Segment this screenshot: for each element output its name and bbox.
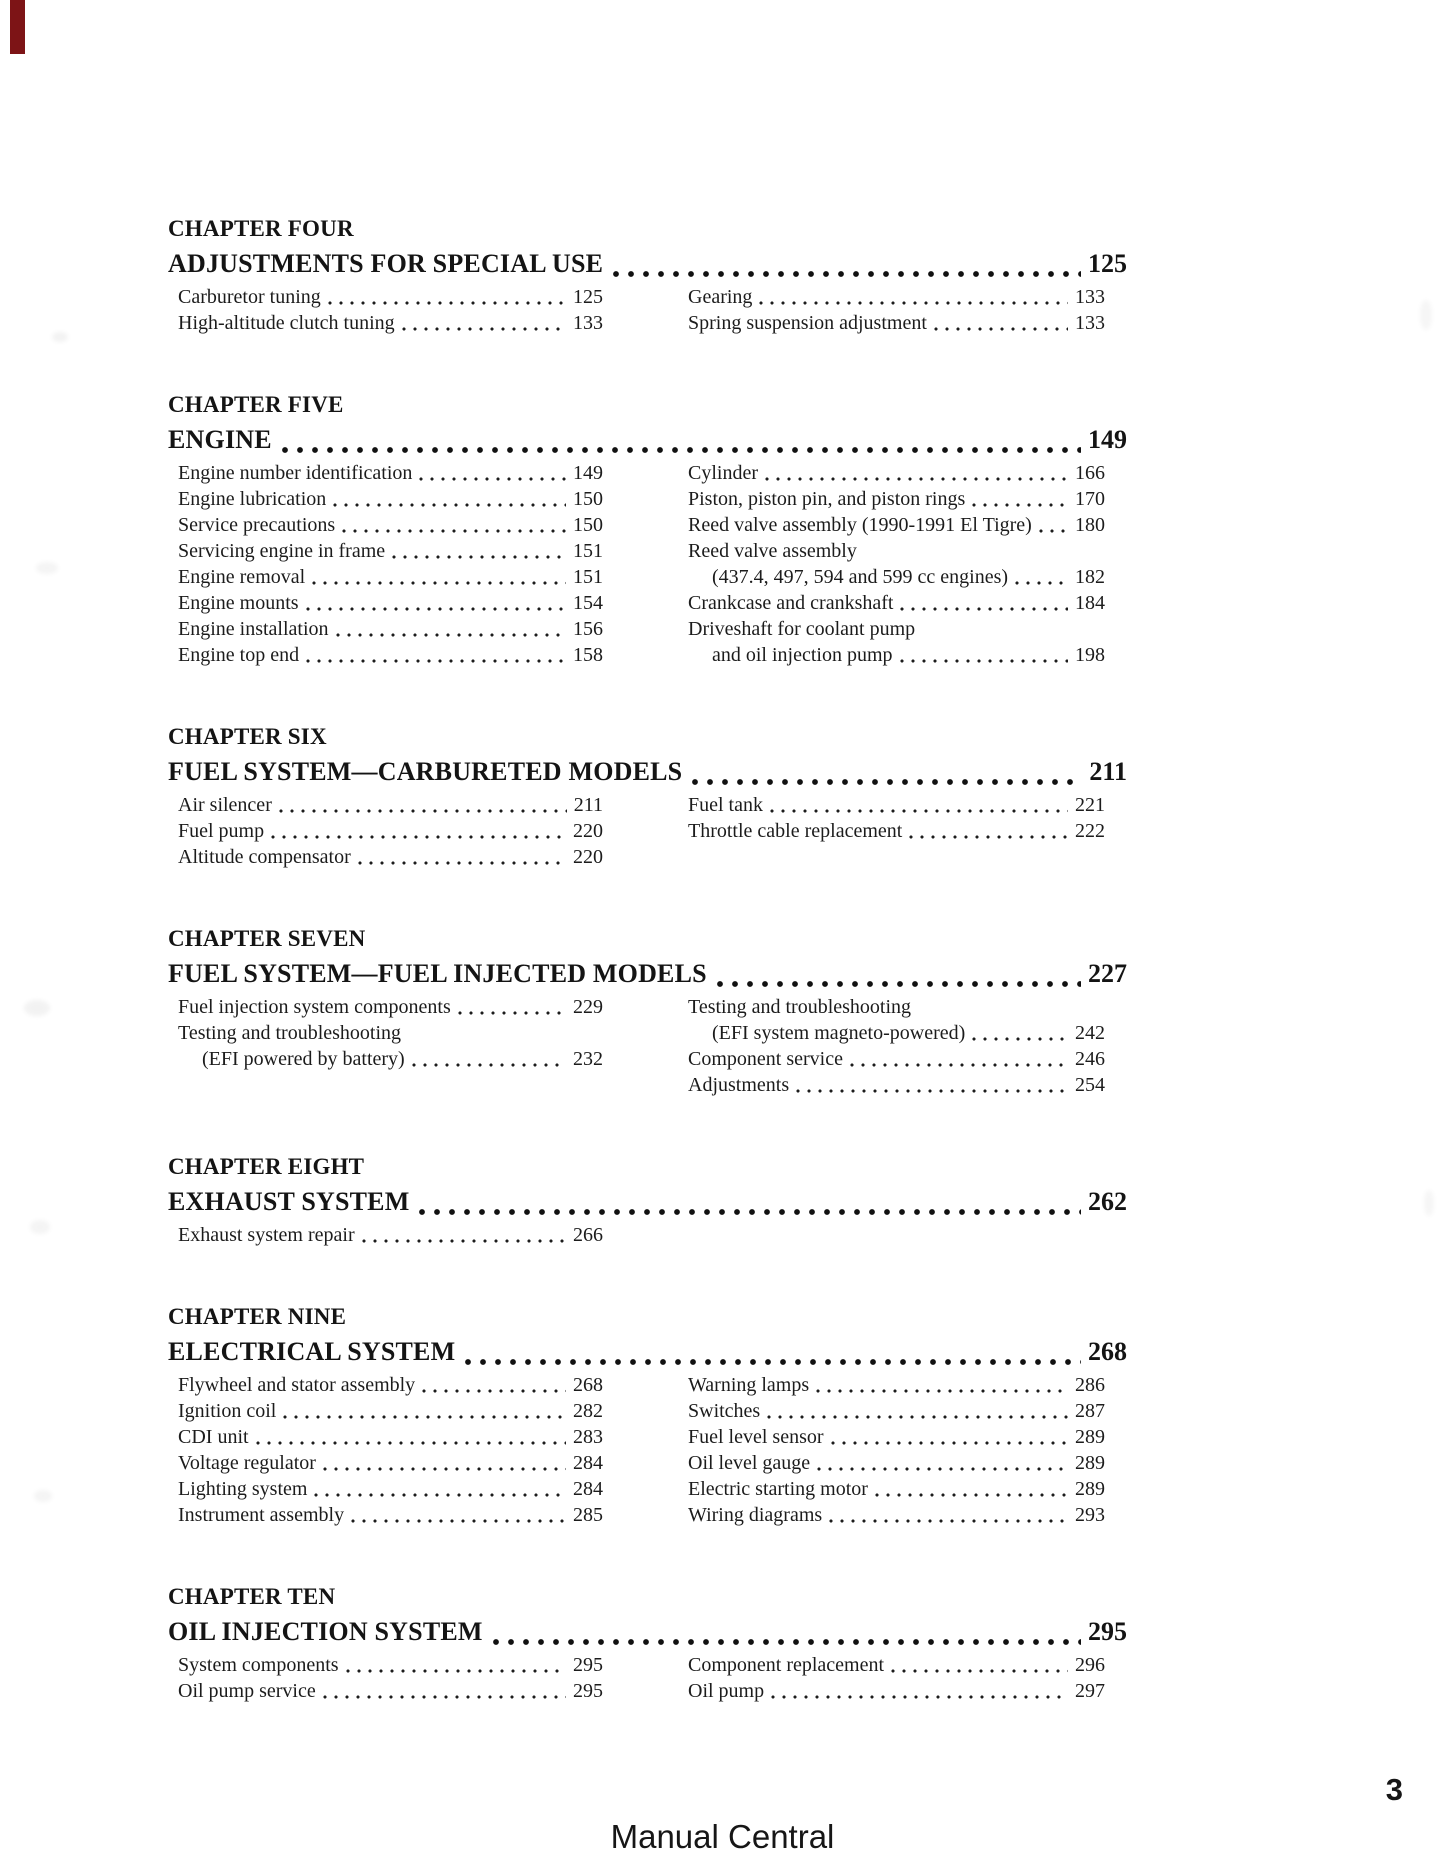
- entry-page-number: 154: [573, 592, 603, 614]
- dot-leader: [717, 979, 1081, 989]
- chapter-title: OIL INJECTION SYSTEM: [168, 1617, 483, 1646]
- dot-leader: [1015, 579, 1068, 586]
- entry-label: Fuel tank: [688, 794, 763, 816]
- toc-entry: [688, 1450, 1105, 1476]
- dot-leader: [759, 299, 1068, 306]
- dot-leader: [323, 1693, 566, 1700]
- entry-label: Flywheel and stator assembly: [178, 1374, 416, 1396]
- toc-entry: [178, 1424, 603, 1450]
- toc-entry: [178, 1372, 603, 1398]
- toc-entry: [178, 460, 603, 486]
- entry-label: Ignition coil: [178, 1400, 277, 1422]
- chapter-page-number: 211: [1089, 757, 1127, 786]
- dot-leader: [796, 1087, 1068, 1094]
- dot-leader: [256, 1439, 566, 1446]
- toc-entry: [178, 512, 603, 538]
- dot-leader: [314, 1491, 566, 1498]
- toc-entry: [178, 616, 603, 642]
- chapter-title: EXHAUST SYSTEM: [168, 1187, 410, 1216]
- entry-label: High-altitude clutch tuning: [178, 312, 395, 334]
- toc-entry: [178, 994, 603, 1020]
- chapter-page-number: 262: [1088, 1187, 1127, 1216]
- entry-page-number: 284: [573, 1478, 603, 1500]
- toc-entry: [178, 1502, 603, 1528]
- entry-label: Oil pump: [688, 1680, 765, 1702]
- dot-leader: [271, 833, 566, 840]
- entry-columns: [168, 1222, 1127, 1248]
- column-left: [178, 284, 603, 336]
- entry-label: Warning lamps: [688, 1374, 810, 1396]
- entry-label: System components: [178, 1654, 339, 1676]
- dot-leader: [771, 1693, 1068, 1700]
- chapter-title-row: [168, 956, 1127, 994]
- chapter-title: FUEL SYSTEM—CARBURETED MODELS: [168, 757, 683, 786]
- entry-page-number: 268: [573, 1374, 603, 1396]
- entry-page-number: 295: [573, 1680, 603, 1702]
- toc-entry: [688, 310, 1105, 336]
- dot-leader: [972, 501, 1068, 508]
- chapter-page-number: 295: [1088, 1617, 1127, 1646]
- entry-label: Engine top end: [178, 644, 300, 666]
- entry-columns: [168, 460, 1127, 668]
- entry-label: Air silencer: [178, 794, 272, 816]
- toc-entry: [178, 310, 603, 336]
- dot-leader: [412, 1061, 566, 1068]
- scan-artifact: [52, 332, 68, 342]
- dot-leader: [816, 1387, 1068, 1394]
- entry-label: Piston, piston pin, and piston rings: [688, 488, 966, 510]
- entry-page-number: 170: [1075, 488, 1105, 510]
- column-left: [178, 792, 603, 870]
- chapter-page-number: 268: [1088, 1337, 1127, 1366]
- entry-page-number: 287: [1075, 1400, 1105, 1422]
- entry-page-number: 211: [573, 794, 603, 816]
- toc-entry: [178, 538, 603, 564]
- chapter-label: CHAPTER TEN: [168, 1584, 336, 1609]
- entry-page-number: 254: [1075, 1074, 1105, 1096]
- toc-entry: [688, 460, 1105, 486]
- column-left: [178, 994, 603, 1072]
- entry-label: Exhaust system repair: [178, 1224, 355, 1246]
- entry-page-number: 184: [1075, 592, 1105, 614]
- toc-entry: [688, 1020, 1105, 1046]
- toc-entry: [688, 1476, 1105, 1502]
- entry-label: Oil pump service: [178, 1680, 316, 1702]
- entry-label: Engine installation: [178, 618, 329, 640]
- dot-leader: [875, 1491, 1068, 1498]
- dot-leader: [765, 475, 1068, 482]
- toc-entry: [688, 1424, 1105, 1450]
- entry-label: Reed valve assembly (1990-1991 El Tigre): [688, 514, 1032, 536]
- entry-label: Fuel pump: [178, 820, 265, 842]
- dot-leader: [392, 553, 566, 560]
- entry-page-number: 284: [573, 1452, 603, 1474]
- entry-label: Gearing: [688, 286, 753, 308]
- entry-label: Driveshaft for coolant pump: [688, 618, 916, 640]
- entry-label: (437.4, 497, 594 and 599 cc engines): [712, 566, 1009, 588]
- dot-leader: [306, 605, 566, 612]
- entry-label: Switches: [688, 1400, 761, 1422]
- dot-leader: [279, 807, 567, 814]
- entry-page-number: 242: [1075, 1022, 1105, 1044]
- chapter-label: CHAPTER NINE: [168, 1304, 347, 1329]
- entry-label: Crankcase and crankshaft: [688, 592, 894, 614]
- entry-page-number: 158: [573, 644, 603, 666]
- dot-leader: [346, 1667, 566, 1674]
- entry-label: (EFI system magneto-powered): [712, 1022, 966, 1044]
- entry-label: Service precautions: [178, 514, 336, 536]
- entry-page-number: 286: [1075, 1374, 1105, 1396]
- dot-leader: [283, 1413, 566, 1420]
- column-left: [178, 460, 603, 668]
- scan-artifact: [24, 1000, 50, 1016]
- entry-label: Wiring diagrams: [688, 1504, 823, 1526]
- toc-entry: [178, 486, 603, 512]
- entry-page-number: 296: [1075, 1654, 1105, 1676]
- dot-leader: [493, 1637, 1081, 1647]
- toc-entry: [688, 590, 1105, 616]
- entry-label: Cylinder: [688, 462, 758, 484]
- dot-leader: [328, 299, 566, 306]
- chapter-title-row: [168, 754, 1127, 792]
- chapter-label: CHAPTER FOUR: [168, 216, 354, 241]
- toc-entry: [688, 642, 1105, 668]
- dot-leader: [351, 1517, 566, 1524]
- chapter-title: FUEL SYSTEM—FUEL INJECTED MODELS: [168, 959, 707, 988]
- entry-label: Component service: [688, 1048, 843, 1070]
- entry-label: Engine lubrication: [178, 488, 327, 510]
- entry-columns: [168, 1652, 1127, 1704]
- chapter-label: CHAPTER SEVEN: [168, 926, 366, 951]
- column-right: [688, 1652, 1105, 1704]
- dot-leader: [342, 527, 566, 534]
- chapter-page-number: 149: [1088, 425, 1127, 454]
- entry-page-number: 232: [573, 1048, 603, 1070]
- entry-label: and oil injection pump: [712, 644, 893, 666]
- dot-leader: [362, 1237, 566, 1244]
- scan-artifact: [30, 1220, 50, 1234]
- entry-label: Testing and troubleshooting: [688, 996, 912, 1018]
- chapter-page-number: 125: [1088, 249, 1127, 278]
- entry-columns: [168, 994, 1127, 1098]
- toc-entry: [178, 284, 603, 310]
- toc-entry: [688, 994, 1105, 1020]
- column-left: [178, 1372, 603, 1528]
- dot-leader: [419, 475, 566, 482]
- dot-leader: [419, 1207, 1081, 1217]
- dot-leader: [934, 325, 1068, 332]
- scan-artifact: [1424, 1190, 1434, 1216]
- page-number: 3: [1385, 1772, 1403, 1807]
- entry-columns: [168, 284, 1127, 336]
- entry-page-number: 266: [573, 1224, 603, 1246]
- entry-label: Servicing engine in frame: [178, 540, 386, 562]
- entry-label: Throttle cable replacement: [688, 820, 903, 842]
- entry-page-number: 246: [1075, 1048, 1105, 1070]
- entry-page-number: 149: [573, 462, 603, 484]
- toc-entry: [688, 1372, 1105, 1398]
- entry-page-number: 222: [1075, 820, 1105, 842]
- chapter-title-row: [168, 422, 1127, 460]
- dot-leader: [909, 833, 1068, 840]
- scan-corner-mark: [10, 0, 25, 54]
- entry-page-number: 166: [1075, 462, 1105, 484]
- entry-columns: [168, 1372, 1127, 1528]
- entry-page-number: 285: [573, 1504, 603, 1526]
- entry-label: Testing and troubleshooting: [178, 1022, 402, 1044]
- entry-page-number: 295: [573, 1654, 603, 1676]
- entry-page-number: 289: [1075, 1426, 1105, 1448]
- column-right: [688, 284, 1105, 336]
- entry-columns: [168, 792, 1127, 870]
- dot-leader: [402, 325, 566, 332]
- dot-leader: [767, 1413, 1068, 1420]
- footer-watermark: Manual Central: [610, 1818, 835, 1855]
- dot-leader: [850, 1061, 1068, 1068]
- entry-label: Engine removal: [178, 566, 306, 588]
- entry-page-number: 133: [1075, 286, 1105, 308]
- toc-entry: [178, 642, 603, 668]
- dot-leader: [282, 445, 1081, 455]
- chapter-label: CHAPTER SIX: [168, 724, 327, 749]
- dot-leader: [306, 657, 566, 664]
- toc-entry: [688, 1072, 1105, 1098]
- dot-leader: [333, 501, 566, 508]
- toc-entry: [688, 792, 1105, 818]
- entry-label: Voltage regulator: [178, 1452, 316, 1474]
- toc-section: [168, 1582, 1127, 1704]
- toc-entry: [178, 1450, 603, 1476]
- entry-page-number: 293: [1075, 1504, 1105, 1526]
- entry-page-number: 125: [573, 286, 603, 308]
- chapter-title-row: [168, 246, 1127, 284]
- entry-label: CDI unit: [178, 1426, 249, 1448]
- dot-leader: [770, 807, 1068, 814]
- dot-leader: [358, 859, 566, 866]
- entry-label: Lighting system: [178, 1478, 308, 1500]
- toc-section: [168, 214, 1127, 336]
- dot-leader: [900, 657, 1068, 664]
- toc-entry: [688, 538, 1105, 564]
- column-right: [688, 792, 1105, 844]
- entry-page-number: 229: [573, 996, 603, 1018]
- entry-label: Instrument assembly: [178, 1504, 345, 1526]
- entry-label: Electric starting motor: [688, 1478, 868, 1500]
- dot-leader: [312, 579, 566, 586]
- entry-page-number: 180: [1075, 514, 1105, 536]
- dot-leader: [323, 1465, 566, 1472]
- entry-label: Adjustments: [688, 1074, 790, 1096]
- dot-leader: [891, 1667, 1068, 1674]
- toc-entry: [178, 792, 603, 818]
- dot-leader: [422, 1387, 566, 1394]
- toc-section: [168, 1302, 1127, 1528]
- toc-entry: [178, 844, 603, 870]
- entry-label: Fuel injection system components: [178, 996, 451, 1018]
- entry-page-number: 182: [1075, 566, 1105, 588]
- dot-leader: [1039, 527, 1068, 534]
- entry-label: Engine mounts: [178, 592, 299, 614]
- column-right: [688, 460, 1105, 668]
- entry-label: Component replacement: [688, 1654, 885, 1676]
- toc-entry: [178, 818, 603, 844]
- entry-label: (EFI powered by battery): [202, 1048, 405, 1070]
- entry-label: Engine number identification: [178, 462, 413, 484]
- entry-page-number: 151: [573, 566, 603, 588]
- column-left: [178, 1652, 603, 1704]
- toc-entry: [688, 1398, 1105, 1424]
- toc-entry: [688, 818, 1105, 844]
- entry-label: Spring suspension adjustment: [688, 312, 927, 334]
- toc-section: [168, 1152, 1127, 1248]
- toc-entry: [688, 1652, 1105, 1678]
- chapter-title: ELECTRICAL SYSTEM: [168, 1337, 456, 1366]
- chapter-page-number: 227: [1088, 959, 1127, 988]
- dot-leader: [829, 1517, 1068, 1524]
- entry-label: Altitude compensator: [178, 846, 351, 868]
- dot-leader: [972, 1035, 1068, 1042]
- entry-page-number: 220: [573, 846, 603, 868]
- entry-label: Reed valve assembly: [688, 540, 857, 562]
- toc-entry: [178, 1020, 603, 1046]
- column-right: [688, 1372, 1105, 1528]
- chapter-title-row: [168, 1614, 1127, 1652]
- entry-page-number: 221: [1075, 794, 1105, 816]
- toc-entry: [178, 1678, 603, 1704]
- toc-entry: [688, 486, 1105, 512]
- toc-entry: [178, 1476, 603, 1502]
- toc-entry: [688, 512, 1105, 538]
- entry-page-number: 151: [573, 540, 603, 562]
- toc-section: [168, 924, 1127, 1098]
- dot-leader: [900, 605, 1068, 612]
- toc-entry: [688, 1502, 1105, 1528]
- toc-entry: [688, 284, 1105, 310]
- toc-section: [168, 390, 1127, 668]
- entry-page-number: 282: [573, 1400, 603, 1422]
- toc-entry: [178, 590, 603, 616]
- entry-page-number: 220: [573, 820, 603, 842]
- chapter-label: CHAPTER FIVE: [168, 392, 344, 417]
- table-of-contents: [168, 214, 1127, 1758]
- entry-page-number: 297: [1075, 1680, 1105, 1702]
- entry-page-number: 283: [573, 1426, 603, 1448]
- entry-page-number: 289: [1075, 1452, 1105, 1474]
- scan-artifact: [1420, 300, 1432, 330]
- dot-leader: [336, 631, 566, 638]
- chapter-title: ENGINE: [168, 425, 272, 454]
- entry-page-number: 150: [573, 514, 603, 536]
- entry-page-number: 150: [573, 488, 603, 510]
- toc-entry: [178, 1222, 603, 1248]
- scan-artifact: [36, 562, 58, 574]
- entry-page-number: 289: [1075, 1478, 1105, 1500]
- entry-page-number: 133: [1075, 312, 1105, 334]
- entry-label: Oil level gauge: [688, 1452, 811, 1474]
- toc-entry: [688, 1046, 1105, 1072]
- column-right: [688, 994, 1105, 1098]
- entry-label: Fuel level sensor: [688, 1426, 824, 1448]
- entry-label: Carburetor tuning: [178, 286, 321, 308]
- toc-entry: [688, 1678, 1105, 1704]
- toc-entry: [178, 564, 603, 590]
- chapter-title-row: [168, 1334, 1127, 1372]
- toc-entry: [178, 1046, 603, 1072]
- dot-leader: [817, 1465, 1068, 1472]
- entry-page-number: 198: [1075, 644, 1105, 666]
- column-left: [178, 1222, 603, 1248]
- dot-leader: [458, 1009, 566, 1016]
- entry-page-number: 156: [573, 618, 603, 640]
- dot-leader: [613, 269, 1081, 279]
- dot-leader: [465, 1357, 1081, 1367]
- dot-leader: [831, 1439, 1068, 1446]
- chapter-label: CHAPTER EIGHT: [168, 1154, 365, 1179]
- chapter-title-row: [168, 1184, 1127, 1222]
- toc-entry: [178, 1398, 603, 1424]
- toc-entry: [178, 1652, 603, 1678]
- entry-page-number: 133: [573, 312, 603, 334]
- chapter-title: ADJUSTMENTS FOR SPECIAL USE: [168, 249, 604, 278]
- toc-section: [168, 722, 1127, 870]
- scan-artifact: [34, 1490, 52, 1502]
- dot-leader: [692, 777, 1082, 787]
- toc-entry: [688, 564, 1105, 590]
- toc-entry: [688, 616, 1105, 642]
